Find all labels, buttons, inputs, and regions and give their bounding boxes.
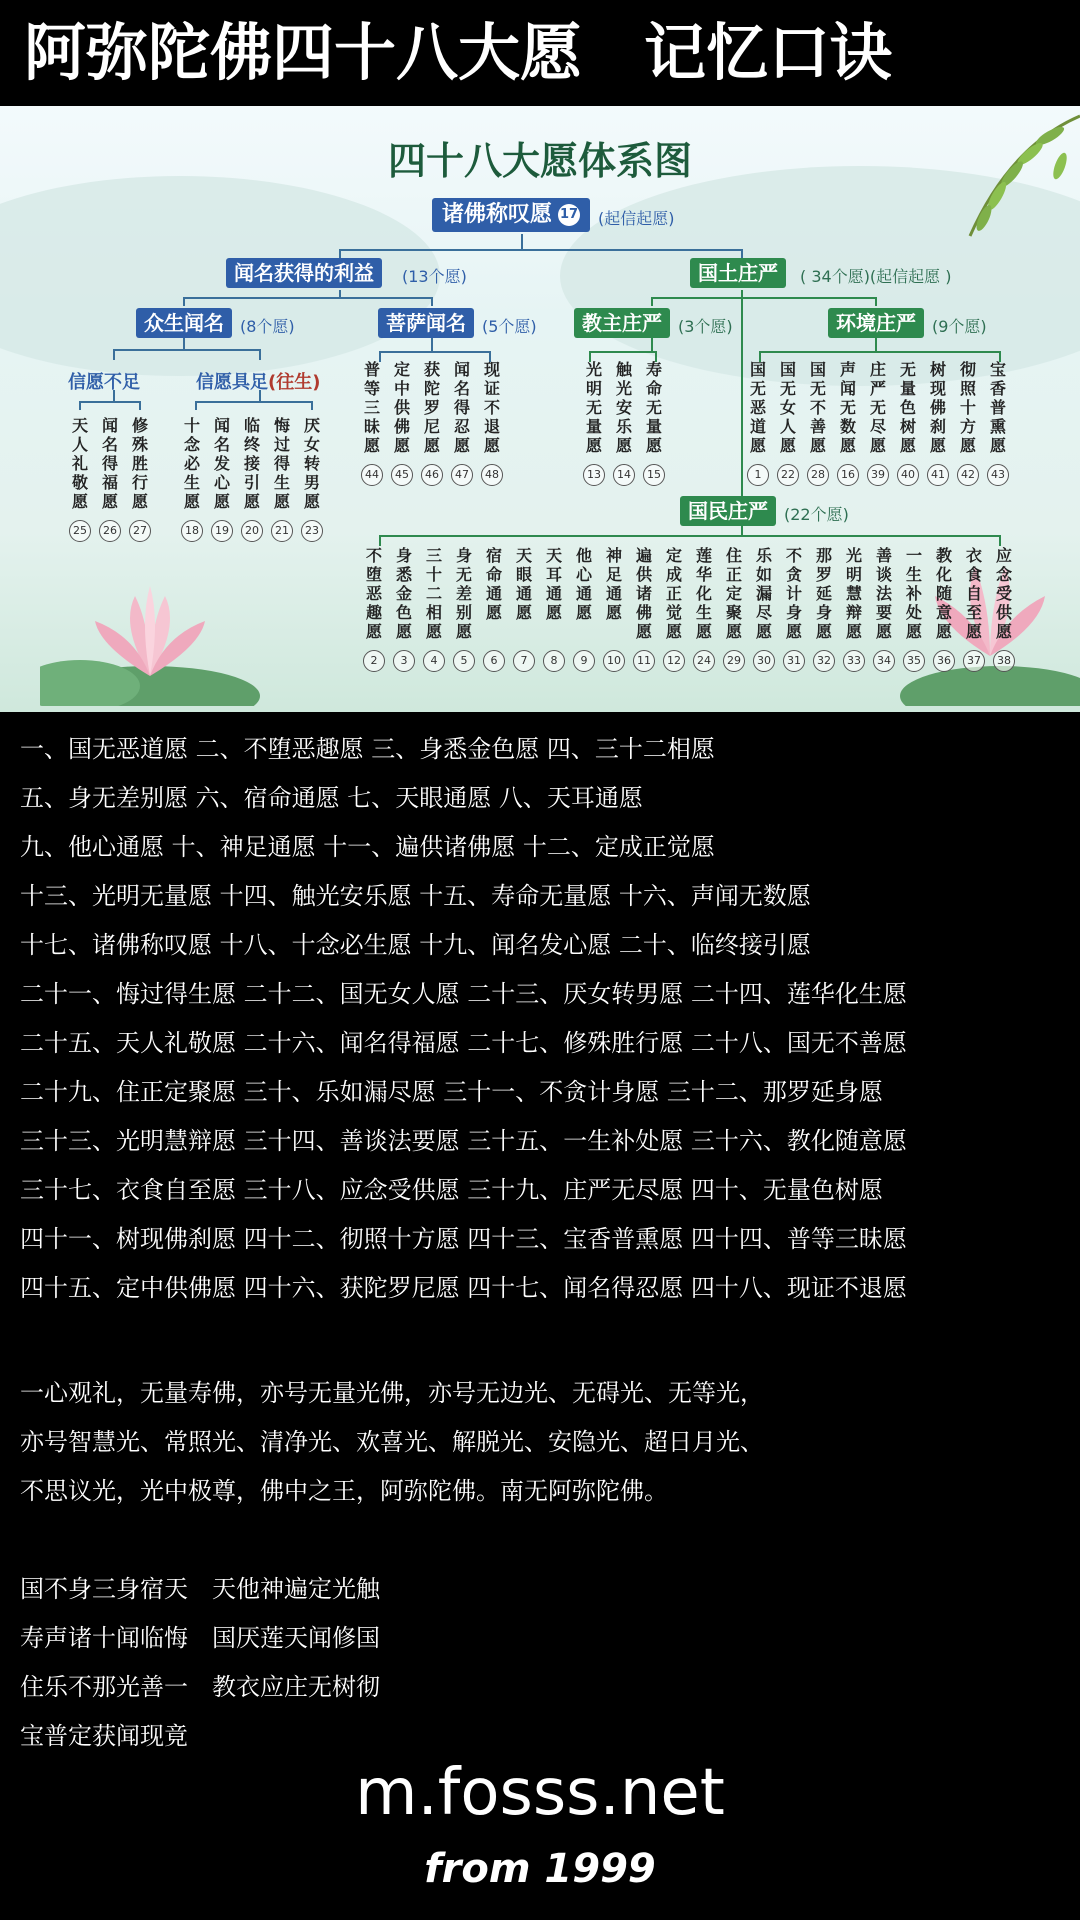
wish-column-text: 不 贪 计 身 愿 [785, 546, 802, 641]
wish-number-badge: 33 [843, 650, 865, 672]
wish-column-text: 庄 严 无 尽 愿 [869, 360, 886, 455]
wish-column-text: 闻 名 得 忍 愿 [453, 360, 470, 455]
wish-number-badge: 22 [777, 464, 799, 486]
wish-number-badge: 14 [613, 464, 635, 486]
wish-number-badge: 16 [837, 464, 859, 486]
wish-column-text: 普 等 三 昧 愿 [363, 360, 380, 455]
wish-number-badge: 31 [783, 650, 805, 672]
wish-column-text: 善 谈 法 要 愿 [875, 546, 892, 641]
wish-number-badge: 11 [633, 650, 655, 672]
wish-number-badge: 5 [453, 650, 475, 672]
wish-number-badge: 25 [69, 520, 91, 542]
zhongsheng-node: 众生闻名 [136, 308, 232, 338]
wish-column-text: 定 成 正 觉 愿 [665, 546, 682, 641]
page-title: 阿弥陀佛四十八大愿 记忆口诀 [24, 16, 893, 89]
wish-column-text: 寿 命 无 量 愿 [645, 360, 662, 455]
wish-column-text: 悔 过 得 生 愿 [273, 416, 290, 511]
title-bar [0, 0, 1080, 106]
root-node-note: (起信起愿) [598, 209, 675, 228]
wish-line: 五、身无差别愿 六、宿命通愿 七、天眼通愿 八、天耳通愿 [20, 784, 643, 812]
wish-line: 三十三、光明慧辩愿 三十四、善谈法要愿 三十五、一生补处愿 三十六、教化随意愿 [20, 1127, 907, 1155]
wish-number-badge: 36 [933, 650, 955, 672]
wish-column-text: 身 无 差 别 愿 [455, 546, 472, 641]
wish-column-text: 触 光 安 乐 愿 [615, 360, 632, 455]
wish-number-badge: 37 [963, 650, 985, 672]
left-branch-node: 闻名获得的利益 [226, 258, 382, 288]
right-branch-note: ( 34个愿)(起信起愿 ) [800, 267, 952, 286]
wish-number-badge: 35 [903, 650, 925, 672]
wish-number-badge: 19 [211, 520, 233, 542]
wish-line: 二十一、悔过得生愿 二十二、国无女人愿 二十三、厌女转男愿 二十四、莲华化生愿 [20, 980, 907, 1008]
wish-number-badge: 3 [393, 650, 415, 672]
wish-number-badge: 9 [573, 650, 595, 672]
wish-column-text: 国 无 不 善 愿 [809, 360, 826, 455]
wish-number-badge: 29 [723, 650, 745, 672]
wish-column-text: 国 无 女 人 愿 [779, 360, 796, 455]
wish-column-text: 莲 华 化 生 愿 [695, 546, 712, 641]
wish-column-text: 应 念 受 供 愿 [995, 546, 1012, 641]
wish-column-text: 他 心 通 愿 [575, 546, 592, 622]
wish-number-badge: 1 [747, 464, 769, 486]
wish-number-badge: 45 [391, 464, 413, 486]
wish-number-badge: 18 [181, 520, 203, 542]
wish-line: 二十九、住正定聚愿 三十、乐如漏尽愿 三十一、不贪计身愿 三十二、那罗延身愿 [20, 1078, 883, 1106]
wish-number-badge: 48 [481, 464, 503, 486]
wish-column-text: 乐 如 漏 尽 愿 [755, 546, 772, 641]
wish-line: 一、国无恶道愿 二、不堕恶趣愿 三、身悉金色愿 四、三十二相愿 [20, 735, 715, 763]
jiaozhu-note: (3个愿) [678, 317, 733, 336]
wish-column-text: 声 闻 无 数 愿 [839, 360, 856, 455]
mnemonic-line: 寿声诸十闻临悔 国厌莲天闻修国 [20, 1624, 380, 1652]
wish-number-badge: 47 [451, 464, 473, 486]
wish-column-text: 临 终 接 引 愿 [243, 416, 260, 511]
wish-system-diagram [0, 106, 1080, 712]
wish-line: 十七、诸佛称叹愿 十八、十念必生愿 十九、闻名发心愿 二十、临终接引愿 [20, 931, 811, 959]
wish-number-badge: 20 [241, 520, 263, 542]
wish-number-badge: 15 [643, 464, 665, 486]
wish-column-text: 光 明 无 量 愿 [585, 360, 602, 455]
wish-column-text: 宿 命 通 愿 [485, 546, 502, 622]
wish-column-text: 彻 照 十 方 愿 [959, 360, 976, 455]
wish-number-badge: 46 [421, 464, 443, 486]
wish-number-badge: 43 [987, 464, 1009, 486]
root-node-label: 诸佛称叹愿 [442, 202, 553, 227]
wish-number-badge: 2 [363, 650, 385, 672]
wish-line: 四十一、树现佛刹愿 四十二、彻照十方愿 四十三、宝香普熏愿 四十四、普等三昧愿 [20, 1225, 907, 1253]
pusa-note: (5个愿) [482, 317, 537, 336]
wish-number-badge: 26 [99, 520, 121, 542]
wish-column-text: 那 罗 延 身 愿 [815, 546, 832, 641]
wish-number-badge: 30 [753, 650, 775, 672]
wish-line: 三十七、衣食自至愿 三十八、应念受供愿 三十九、庄严无尽愿 四十、无量色树愿 [20, 1176, 883, 1204]
wish-number-badge: 6 [483, 650, 505, 672]
praise-line: 不思议光，光中极尊，佛中之王，阿弥陀佛。南无阿弥陀佛。 [20, 1477, 668, 1505]
wish-number-badge: 44 [361, 464, 383, 486]
guomin-node: 国民庄严 [680, 496, 776, 526]
wish-number-badge: 42 [957, 464, 979, 486]
wish-column-text: 天 眼 通 愿 [515, 546, 532, 622]
wish-column-text: 厌 女 转 男 愿 [303, 416, 320, 511]
wish-number-badge: 38 [993, 650, 1015, 672]
wish-number-badge: 40 [897, 464, 919, 486]
huanjing-note: (9个愿) [932, 317, 987, 336]
wangsheng-note: (往生) [268, 372, 321, 393]
left-branch-note: (13个愿) [402, 267, 467, 286]
guomin-note: (22个愿) [784, 505, 849, 524]
wish-column-text: 教 化 随 意 愿 [935, 546, 952, 641]
jiaozhu-node: 教主庄严 [574, 308, 670, 338]
wish-column-text: 三 十 二 相 愿 [425, 546, 442, 641]
wish-line: 二十五、天人礼敬愿 二十六、闻名得福愿 二十七、修殊胜行愿 二十八、国无不善愿 [20, 1029, 907, 1057]
wish-number-badge: 21 [271, 520, 293, 542]
wish-column-text: 修 殊 胜 行 愿 [131, 416, 148, 511]
wish-column-text: 国 无 恶 道 愿 [749, 360, 766, 455]
root-node [432, 198, 590, 232]
mnemonic-line: 宝普定获闻现竟 [20, 1722, 188, 1750]
wish-column-text: 神 足 通 愿 [605, 546, 622, 622]
wish-number-badge: 12 [663, 650, 685, 672]
wish-line: 四十五、定中供佛愿 四十六、获陀罗尼愿 四十七、闻名得忍愿 四十八、现证不退愿 [20, 1274, 907, 1302]
wish-column-text: 无 量 色 树 愿 [899, 360, 916, 455]
wish-column-text: 十 念 必 生 愿 [183, 416, 200, 511]
huanjing-node: 环境庄严 [828, 308, 924, 338]
wish-column-text: 宝 香 普 熏 愿 [989, 360, 1006, 455]
wish-number-badge: 23 [301, 520, 323, 542]
wish-line: 十三、光明无量愿 十四、触光安乐愿 十五、寿命无量愿 十六、声闻无数愿 [20, 882, 811, 910]
wish-column-text: 定 中 供 佛 愿 [393, 360, 410, 455]
wish-line: 九、他心通愿 十、神足通愿 十一、遍供诸佛愿 十二、定成正觉愿 [20, 833, 715, 861]
wish-number-badge: 32 [813, 650, 835, 672]
since-caption: from 1999 [424, 1846, 656, 1892]
praise-line: 一心观礼，无量寿佛，亦号无量光佛，亦号无边光、无碍光、无等光， [20, 1379, 764, 1407]
xinyuan-buzu-label: 信愿不足 [68, 372, 140, 393]
wish-column-text: 一 生 补 处 愿 [905, 546, 922, 641]
wish-column-text: 住 正 定 聚 愿 [725, 546, 742, 641]
root-node-number: 17 [558, 204, 580, 226]
mnemonic-line: 国不身三身宿天 天他神遍定光触 [20, 1575, 380, 1603]
wish-column-text: 不 堕 恶 趣 愿 [365, 546, 382, 641]
right-branch-node: 国土庄严 [690, 258, 786, 288]
wish-column-text: 树 现 佛 刹 愿 [929, 360, 946, 455]
wish-column-text: 遍 供 诸 佛 愿 [635, 546, 652, 641]
wish-column-text: 天 耳 通 愿 [545, 546, 562, 622]
xinyuan-juzu-label [196, 368, 320, 394]
wish-number-badge: 28 [807, 464, 829, 486]
wish-number-badge: 13 [583, 464, 605, 486]
wish-column-text: 现 证 不 退 愿 [483, 360, 500, 455]
wish-number-badge: 39 [867, 464, 889, 486]
wish-column-text: 获 陀 罗 尼 愿 [423, 360, 440, 455]
wish-number-badge: 4 [423, 650, 445, 672]
wish-column-text: 天 人 礼 敬 愿 [71, 416, 88, 511]
xinyuan-juzu-text: 信愿具足 [196, 372, 268, 393]
wish-column-text: 身 悉 金 色 愿 [395, 546, 412, 641]
wish-number-badge: 10 [603, 650, 625, 672]
wish-number-badge: 34 [873, 650, 895, 672]
wish-number-badge: 7 [513, 650, 535, 672]
pusa-node: 菩萨闻名 [378, 308, 474, 338]
wish-column-text: 闻 名 得 福 愿 [101, 416, 118, 511]
wish-column-text: 光 明 慧 辩 愿 [845, 546, 862, 641]
diagram-title: 四十八大愿体系图 [387, 139, 692, 183]
wish-number-badge: 41 [927, 464, 949, 486]
mnemonic-line: 住乐不那光善一 教衣应庄无树彻 [20, 1673, 380, 1701]
wish-number-badge: 27 [129, 520, 151, 542]
wish-number-badge: 8 [543, 650, 565, 672]
wish-number-badge: 24 [693, 650, 715, 672]
wish-column-text: 闻 名 发 心 愿 [213, 416, 230, 511]
praise-line: 亦号智慧光、常照光、清净光、欢喜光、解脱光、安隐光、超日月光、 [20, 1428, 764, 1456]
site-url-link[interactable]: m.fosss.net [355, 1756, 725, 1830]
wish-column-text: 衣 食 自 至 愿 [965, 546, 982, 641]
zhongsheng-note: (8个愿) [240, 317, 295, 336]
